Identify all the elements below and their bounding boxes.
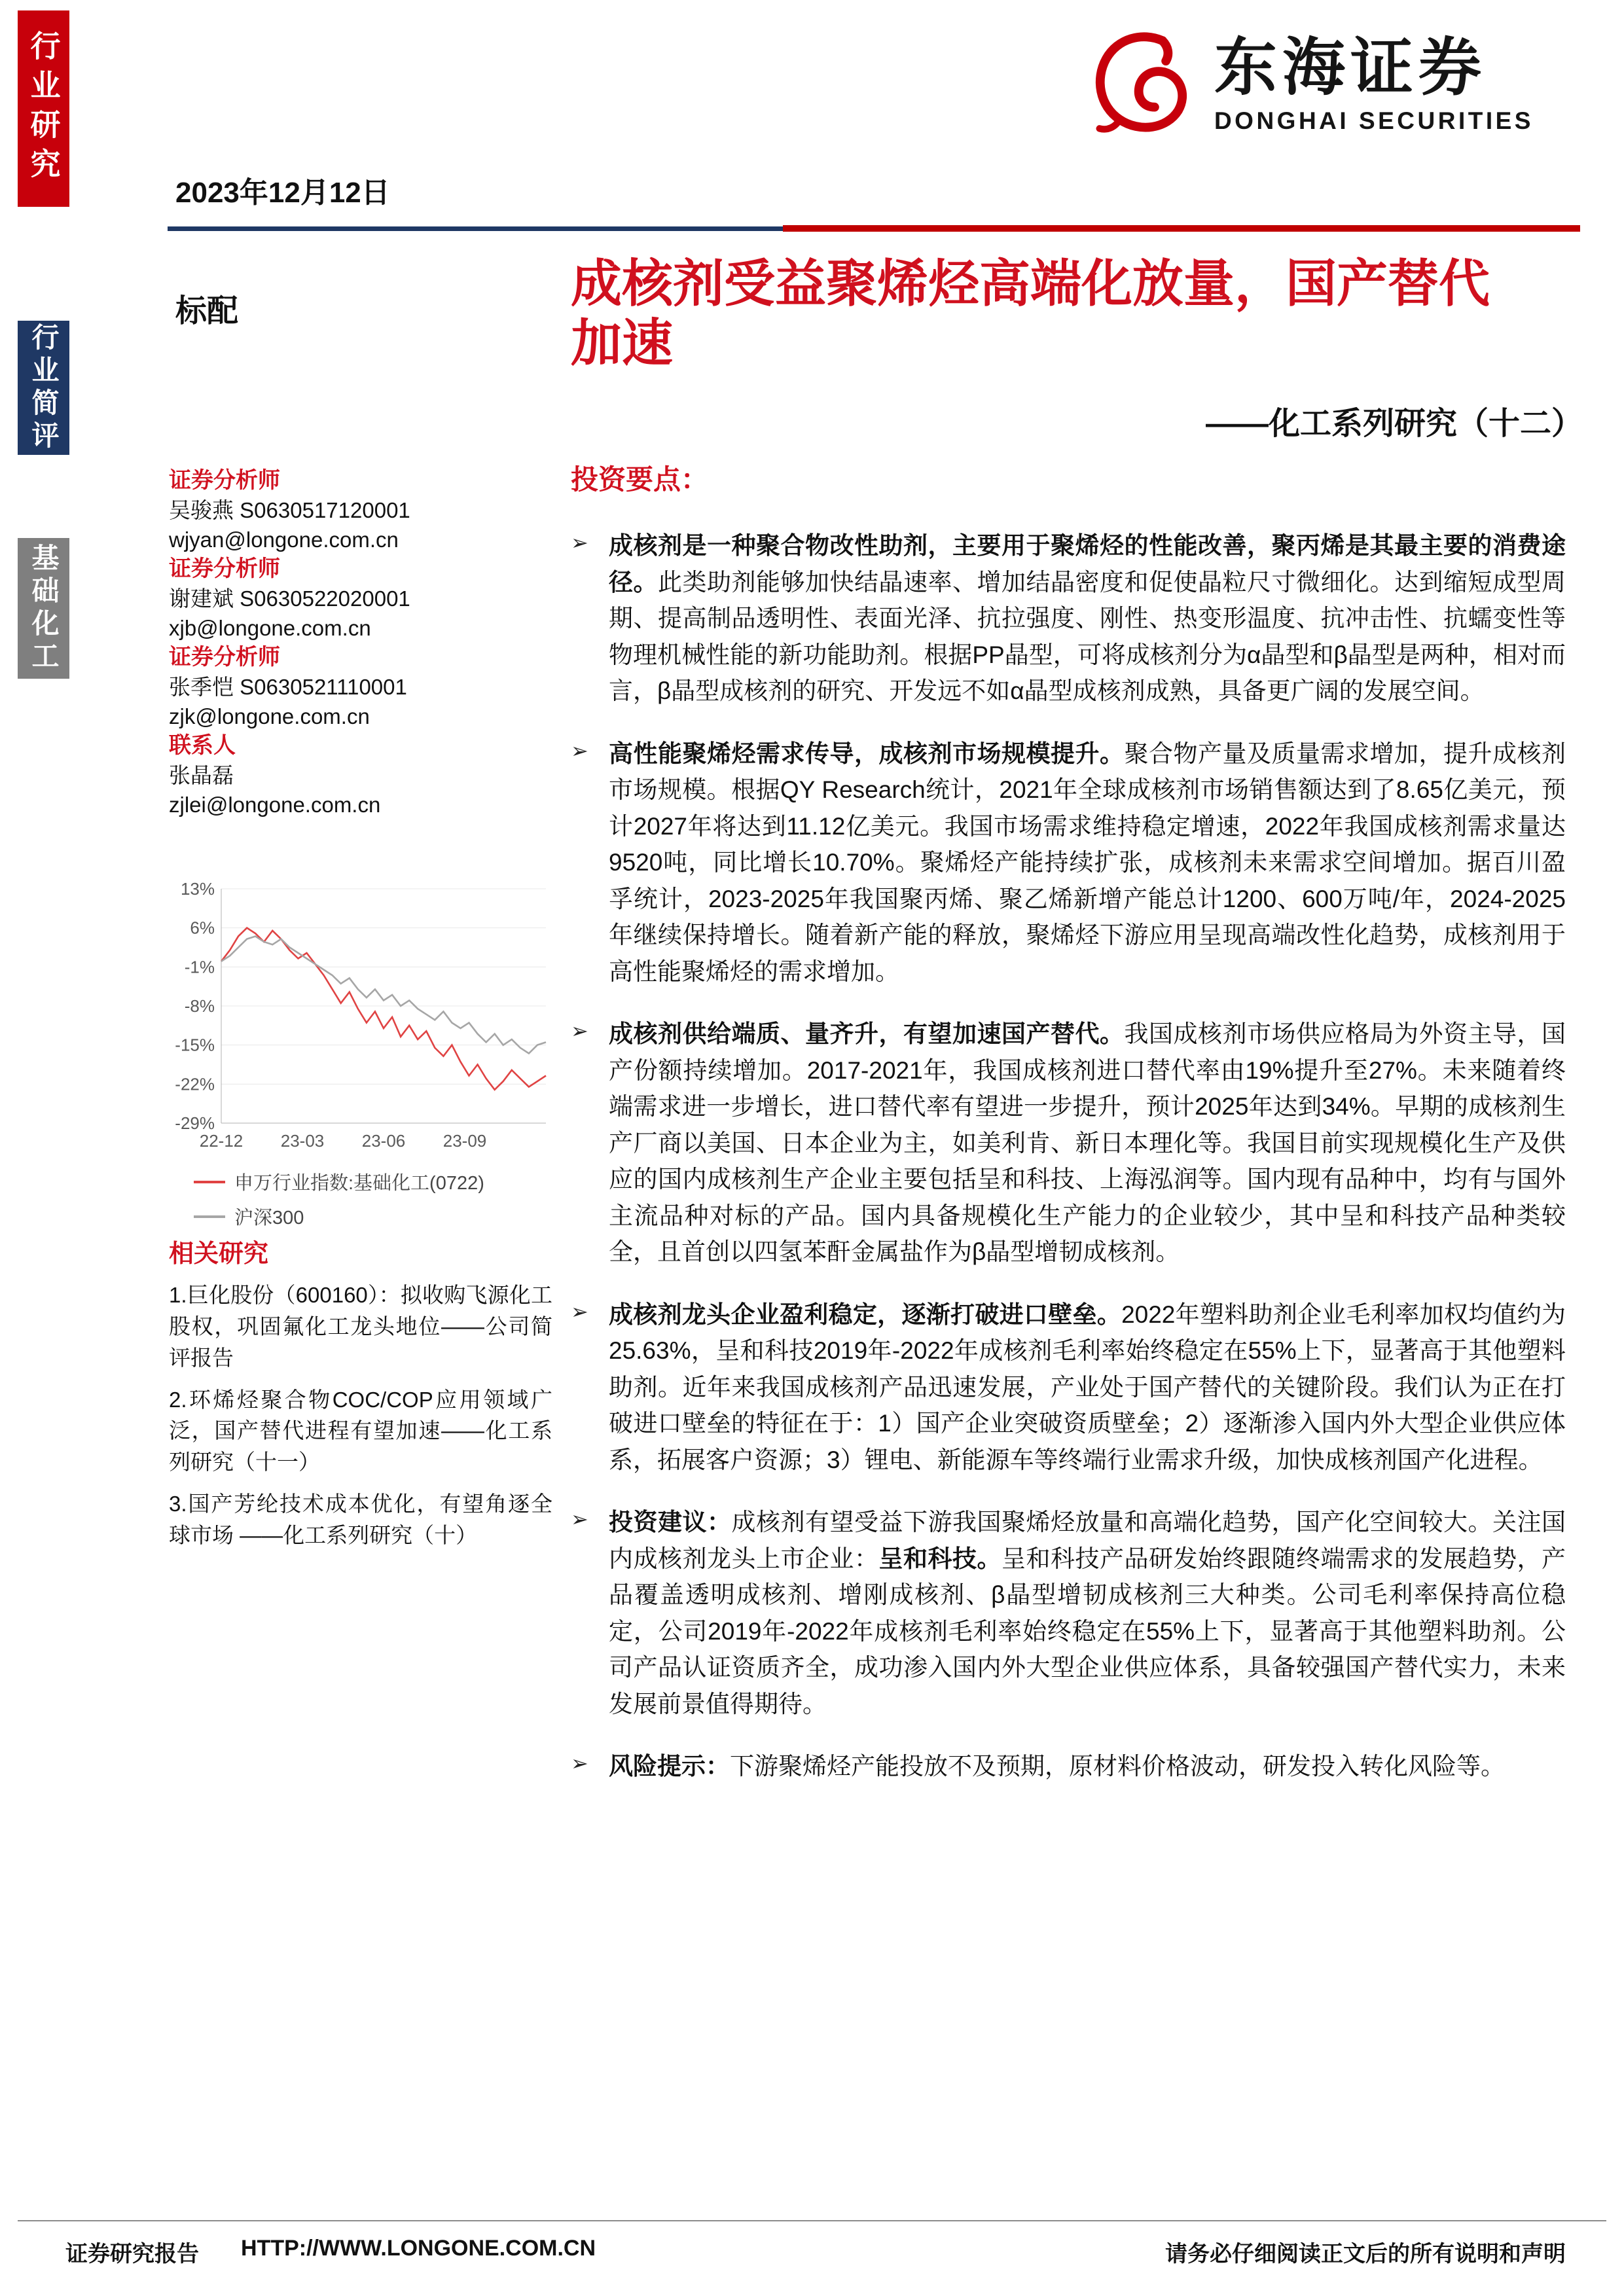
bullet-arrow-icon: ➢	[571, 1751, 588, 1775]
bullet-arrow-icon: ➢	[571, 738, 588, 762]
footer-report-type: 证券研究报告	[65, 2242, 199, 2267]
analyst-name: 吴骏燕 S0630517120001	[169, 498, 410, 522]
legend-line-sample	[194, 1215, 225, 1218]
footer	[65, 2236, 1566, 2268]
key-points-heading: 投资要点：	[571, 464, 709, 495]
analyst-role-label: 证券分析师	[169, 556, 280, 581]
svg-text:-15%: -15%	[175, 1035, 215, 1055]
related-research	[169, 1233, 552, 1551]
related-item: 3.国产芳纶技术成本优化，有望角逐全球市场 ——化工系列研究（十）	[169, 1492, 552, 1547]
bullet-text: 高性能聚烯烃需求传导，成核剂市场规模提升。聚合物产量及质量需求增加，提升成核剂市场规模。根据QY Research统计，2021年全球成核剂市场销售额达到了8.65亿美元，预计2027年将达到11.12亿美元。我国市场需求维持稳定增速，2022年我国成核剂需求量达9520吨，同比增长10.70%。聚烯烃产能持续扩张，成核剂未来需求空间增加。据百川盈孚统计，2023-2025年我国聚丙烯、聚乙烯新增产能总计1200、600万吨/年，2024-2025年继续保持增长。随着新产能的释放，聚烯烃下游应用呈现高端改性化趋势，成核剂用于高性能聚烯烃的需求增加。	[609, 740, 1566, 985]
bullet-arrow-icon: ➢	[571, 531, 588, 554]
legend-label: 申万行业指数:基础化工(0722)	[234, 1173, 484, 1194]
analyst-role-label: 证券分析师	[169, 468, 280, 493]
svg-text:23-06: 23-06	[361, 1131, 406, 1151]
bullet-item	[571, 1748, 1566, 1785]
analyst-role-label: 证券分析师	[169, 645, 280, 670]
legend-row	[194, 1168, 551, 1195]
bullet-item	[571, 1504, 1566, 1722]
related-item: 2.环烯烃聚合物COC/COP应用领域广泛，国产替代进程有望加速——化工系列研究（十一）	[169, 1387, 552, 1475]
analyst-list	[169, 466, 552, 819]
bullet-text: 成核剂供给端质、量齐升，有望加速国产替代。我国成核剂市场供应格局为外资主导，国产份额持续增加。2017-2021年，我国成核剂进口替代率由19%提升至27%。未来随着终端需求进一步增长，进口替代率有望进一步提升，预计2025年达到34%。早期的成核剂生产厂商以美国、日本企业为主，如美利肯、新日本理化等。我国目前实现规模化生产及供应的国内成核剂生产企业主要包括呈和科技、上海泓润等。国内现有品种中，均有与国外主流品种对标的产品。国内具备规模化生产能力的企业较少，其中呈和科技产品种类较全，且首创以四氢苯酐金属盐作为β晶型增韧成核剂。	[609, 1020, 1566, 1265]
industry-performance-chart	[168, 876, 551, 1230]
footer-left	[65, 2236, 596, 2268]
bullet-text: 成核剂是一种聚合物改性助剂，主要用于聚烯烃的性能改善，聚丙烯是其最主要的消费途径。此类助剂能够加快结晶速率、增加结晶密度和促使晶粒尺寸微细化。达到缩短成型周期、提高制品透明性、表面光泽、抗拉强度、刚性、热变形温度、抗冲击性、抗蠕变性等物理机械性能的新功能助剂。根据PP晶型，可将成核剂分为α晶型和β晶型是两种，相对而言，β晶型成核剂的研究、开发远不如α晶型成核剂成熟，具备更广阔的发展空间。	[609, 532, 1566, 704]
svg-text:23-09: 23-09	[442, 1131, 487, 1151]
industry-rating: 标配	[175, 294, 239, 329]
sidebar-tab-industry-research: 行业研究	[18, 10, 69, 207]
svg-text:-22%: -22%	[175, 1074, 215, 1094]
svg-text:-1%: -1%	[184, 957, 215, 977]
sidebar-tab-basic-chemicals: 基础化工	[18, 538, 69, 679]
dragon-logo-icon	[1086, 29, 1199, 142]
analyst-block	[169, 554, 552, 643]
analyst-block	[169, 643, 552, 731]
line-chart	[168, 876, 551, 1157]
report-series-label: ——化工系列研究（十二）	[1205, 406, 1583, 441]
legend-label: 沪深300	[234, 1208, 304, 1229]
analyst-email: xjb@longone.com.cn	[169, 616, 371, 640]
bullet-item	[571, 736, 1566, 990]
brand-name-cn: 东海证券	[1214, 33, 1487, 103]
key-points-list	[571, 528, 1566, 1785]
report-date: 2023年12月12日	[175, 177, 390, 209]
analyst-email: wjyan@longone.com.cn	[169, 528, 399, 552]
analyst-email: zjk@longone.com.cn	[169, 704, 370, 728]
contact-block	[169, 731, 552, 819]
bullet-item	[571, 1297, 1566, 1479]
footer-disclaimer: 请务必仔细阅读正文后的所有说明和声明	[1165, 2242, 1566, 2267]
footer-url: HTTP://WWW.LONGONE.COM.CN	[241, 2236, 596, 2261]
svg-text:-29%: -29%	[175, 1113, 215, 1133]
legend-row	[194, 1203, 551, 1230]
contact-role-label: 联系人	[169, 733, 236, 758]
main-content	[571, 458, 1566, 1811]
bullet-arrow-icon: ➢	[571, 1299, 588, 1323]
svg-text:13%: 13%	[180, 879, 215, 899]
bullet-item	[571, 528, 1566, 709]
related-item: 1.巨化股份（600160）：拟收购飞源化工股权，巩固氟化工龙头地位——公司简评报告	[169, 1283, 552, 1370]
related-research-heading: 相关研究	[169, 1240, 269, 1268]
bullet-arrow-icon: ➢	[571, 1019, 588, 1043]
sidebar-tab-industry-comment: 行业简评	[18, 321, 69, 455]
analyst-block	[169, 466, 552, 554]
report-title: 成核剂受益聚烯烃高端化放量，国产替代加速	[571, 255, 1490, 372]
svg-text:6%: 6%	[190, 918, 215, 938]
bullet-text: 成核剂龙头企业盈利稳定，逐渐打破进口壁垒。2022年塑料助剂企业毛利率加权均值约为25.63%，呈和科技2019年-2022年成核剂毛利率始终稳定在55%上下，显著高于其他塑料助剂。近年来我国成核剂产品迅速发展，产业处于国产替代的关键阶段。我们认为正在打破进口壁垒的特征在于：1）国产企业突破资质壁垒；2）逐渐渗入国内外大型企业供应体系，拓展客户资源；3）锂电、新能源车等终端行业需求升级，加快成核剂国产化进程。	[609, 1300, 1566, 1473]
svg-text:23-03: 23-03	[280, 1131, 325, 1151]
header-divider-navy	[168, 226, 783, 231]
contact-name: 张晶磊	[169, 763, 234, 787]
header-divider-red	[783, 225, 1580, 232]
contact-email: zjlei@longone.com.cn	[169, 793, 381, 817]
analyst-name: 张季恺 S0630521110001	[169, 675, 407, 699]
brand-name	[1214, 33, 1534, 135]
brand-logo	[1086, 29, 1534, 142]
bullet-item	[571, 1016, 1566, 1270]
header-divider	[168, 225, 1580, 232]
analyst-name: 谢建斌 S0630522020001	[169, 586, 410, 611]
svg-text:-8%: -8%	[184, 996, 215, 1016]
footer-divider	[18, 2220, 1606, 2221]
bullet-arrow-icon: ➢	[571, 1507, 588, 1531]
legend-line-sample	[194, 1181, 225, 1183]
svg-text:22-12: 22-12	[199, 1131, 244, 1151]
bullet-text: 风险提示：下游聚烯烃产能投放不及预期，原材料价格波动，研发投入转化风险等。	[609, 1753, 1505, 1780]
bullet-text: 投资建议：成核剂有望受益下游我国聚烯烃放量和高端化趋势，国产化空间较大。关注国内成核剂龙头上市企业：呈和科技。呈和科技产品研发始终跟随终端需求的发展趋势，产品覆盖透明成核剂、增刚成核剂、β晶型增韧成核剂三大种类。公司毛利率保持高位稳定，公司2019年-2022年成核剂毛利率始终稳定在55%上下，显著高于其他塑料助剂。公司产品认证资质齐全，成功渗入国内外大型企业供应体系，具备较强国产替代实力，未来发展前景值得期待。	[609, 1509, 1566, 1717]
brand-name-en: DONGHAI SECURITIES	[1214, 107, 1534, 134]
